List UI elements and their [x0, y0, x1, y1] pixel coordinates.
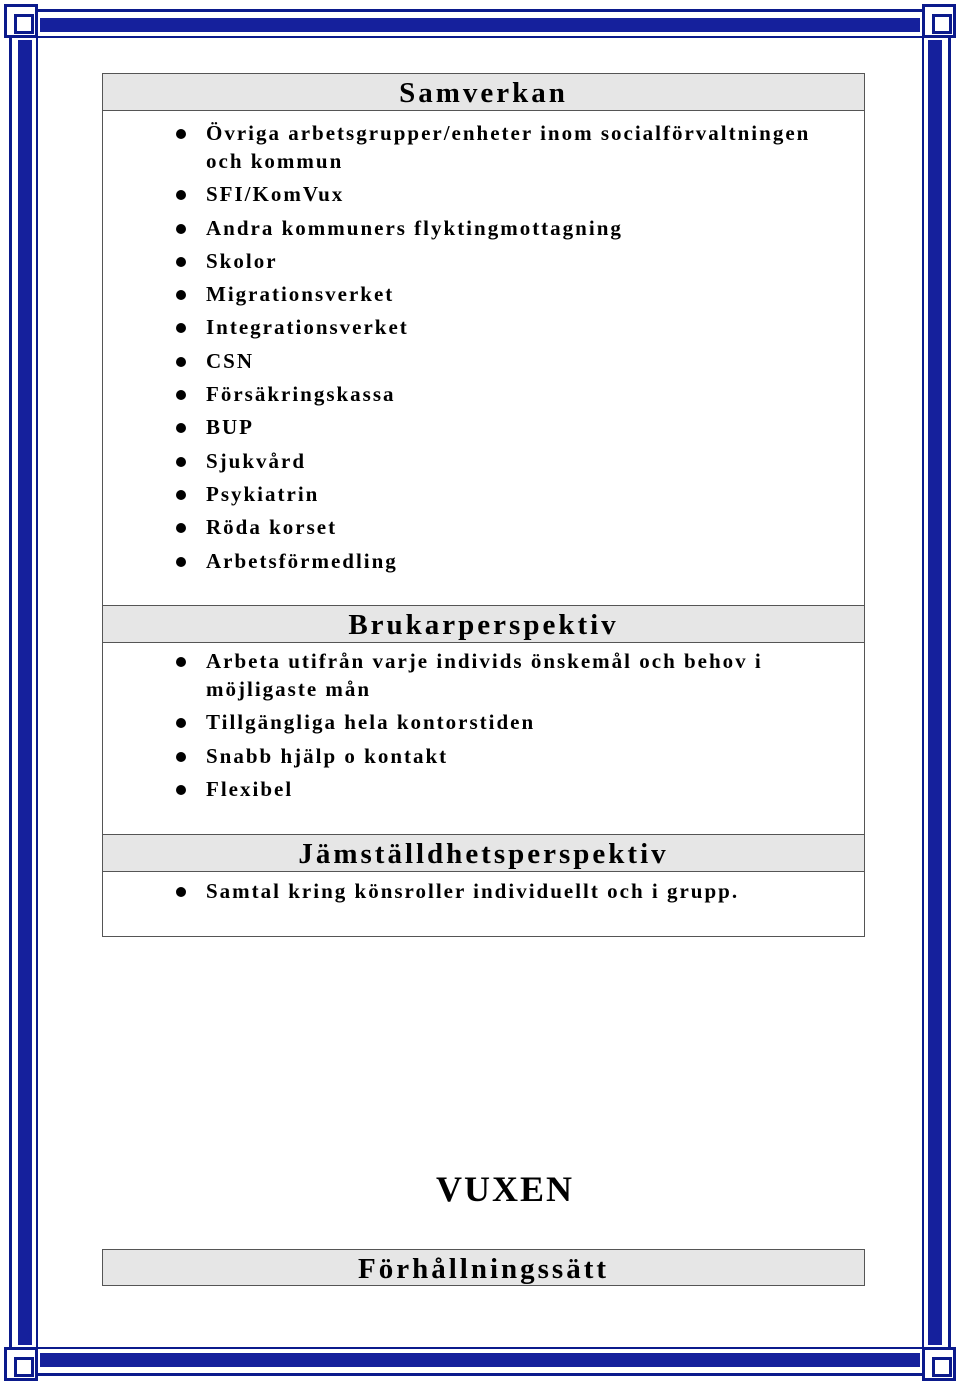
bullet-icon — [176, 523, 186, 533]
list-item: Röda korset — [103, 513, 864, 541]
bullet-icon — [176, 323, 186, 333]
bullet-icon — [176, 290, 186, 300]
bullet-icon — [176, 657, 186, 667]
list-item: SFI/KomVux — [103, 180, 864, 208]
list-item: Arbetsförmedling — [103, 547, 864, 575]
bullet-icon — [176, 423, 186, 433]
section-heading-jamstalldhetsperspektiv: Jämställdhetsperspektiv — [103, 834, 864, 872]
list-item: Övriga arbetsgrupper/enheter inom socialförvaltningen och kommun — [103, 119, 864, 175]
corner-ornament-bottom-right — [922, 1347, 956, 1381]
section-heading-forhallningssatt: Förhållningssätt — [103, 1250, 864, 1285]
bullet-icon — [176, 257, 186, 267]
bullet-icon — [176, 718, 186, 728]
list-item: Andra kommuners flyktingmottagning — [103, 214, 864, 242]
border-band-bottom — [40, 1353, 920, 1367]
list-item: Samtal kring könsroller individuellt och i grupp. — [103, 877, 864, 905]
list-item: Psykiatrin — [103, 480, 864, 508]
bullet-icon — [176, 390, 186, 400]
page-title-vuxen: VUXEN — [435, 1169, 574, 1209]
border-band-right — [928, 40, 942, 1345]
corner-ornament-top-left — [4, 4, 38, 38]
jamstalldhetsperspektiv-list — [103, 877, 864, 910]
list-item: Skolor — [103, 247, 864, 275]
bullet-icon — [176, 357, 186, 367]
list-item: Integrationsverket — [103, 313, 864, 341]
bullet-icon — [176, 129, 186, 139]
brukarperspektiv-list — [103, 647, 864, 808]
bullet-icon — [176, 752, 186, 762]
list-item: Tillgängliga hela kontorstiden — [103, 708, 864, 736]
section-heading-brukarperspektiv: Brukarperspektiv — [103, 605, 864, 643]
corner-ornament-top-right — [922, 4, 956, 38]
bullet-icon — [176, 887, 186, 897]
bullet-icon — [176, 224, 186, 234]
list-item: Arbeta utifrån varje individs önskemål och behov i möjligaste mån — [103, 647, 864, 703]
list-item: Sjukvård — [103, 447, 864, 475]
bullet-icon — [176, 785, 186, 795]
bullet-icon — [176, 457, 186, 467]
bullet-icon — [176, 557, 186, 567]
section-heading-samverkan: Samverkan — [103, 74, 864, 111]
list-item: Försäkringskassa — [103, 380, 864, 408]
list-item: Migrationsverket — [103, 280, 864, 308]
forhallningssatt-box — [102, 1249, 865, 1286]
content-box — [102, 73, 865, 937]
list-item: BUP — [103, 413, 864, 441]
bullet-icon — [176, 490, 186, 500]
list-item: Snabb hjälp o kontakt — [103, 742, 864, 770]
border-band-top — [40, 18, 920, 32]
corner-ornament-bottom-left — [4, 1347, 38, 1381]
samverkan-list — [103, 119, 864, 575]
border-band-left — [18, 40, 32, 1345]
list-item: Flexibel — [103, 775, 864, 803]
bullet-icon — [176, 190, 186, 200]
list-item: CSN — [103, 347, 864, 375]
